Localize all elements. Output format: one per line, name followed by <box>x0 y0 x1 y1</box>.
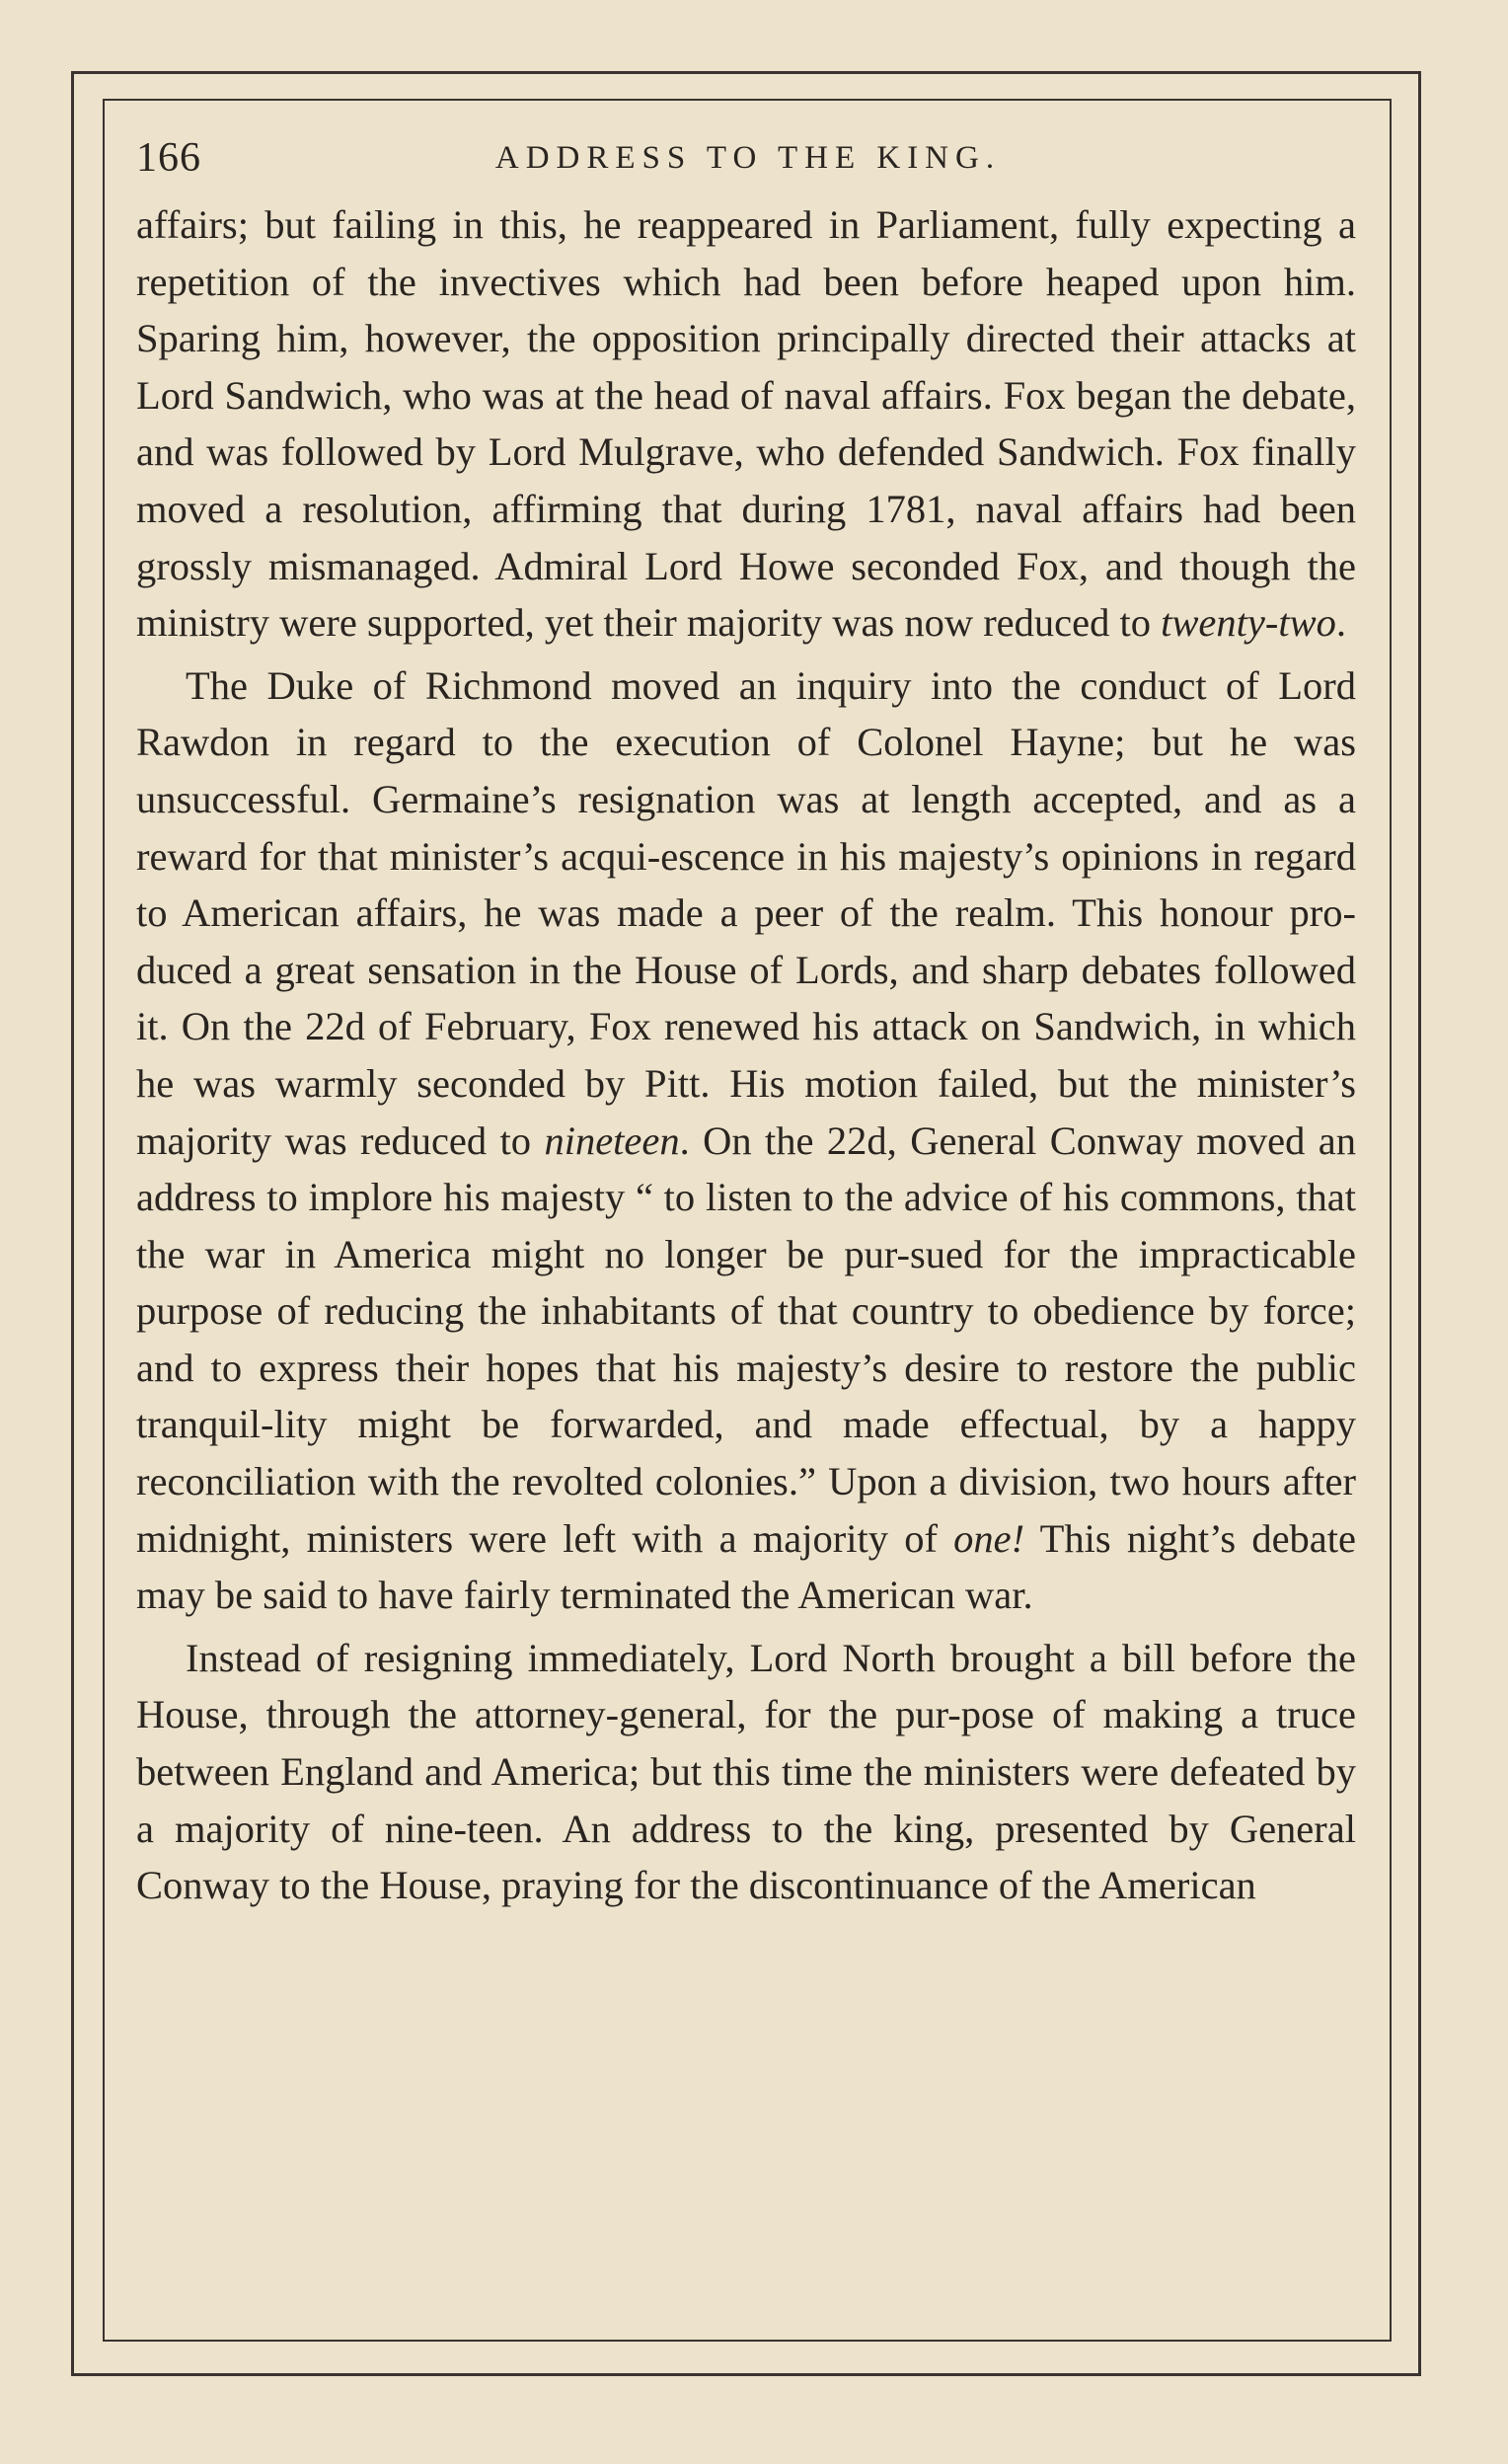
paragraph-1 <box>136 196 1356 652</box>
paragraph-1-italic: twenty-two <box>1161 600 1336 646</box>
paragraph-2-text: The Duke of Richmond moved an inquiry into the conduct of Lord Rawdon in regard to the execution of Colonel Hayne; but he was unsuccessful. Germaine’s resignation was at length accepted, and as a reward for that minister’s acqui-escence in his majesty’s opinions in regard to American affairs, he was made a peer of the realm. This honour pro-duced a great sensation in the House of Lords, and sharp debates followed it. On the 22d of February, Fox renewed his attack on Sandwich, in which he was warmly seconded by Pitt. His motion failed, but the minister’s majority was reduced to <box>136 662 1356 1163</box>
running-title: ADDRESS TO THE KING. <box>494 140 1002 176</box>
paragraph-3 <box>136 1630 1356 1914</box>
paragraph-2 <box>136 657 1356 1624</box>
paragraph-1-text: affairs; but failing in this, he reappeared in Parliament, fully expecting a repetition of the invectives which had been before heaped upon him. Sparing him, however, the opposition principally directed their attacks at Lord Sandwich, who was at the head of naval affairs. Fox began the debate, and was followed by Lord Mulgrave, who defended Sandwich. Fox finally moved a resolution, affirming that during 1781, naval affairs had been grossly mismanaged. Admiral Lord Howe seconded Fox, and though the ministry were supported, yet their majority was now reduced to <box>136 202 1356 646</box>
paragraph-1-end: . <box>1335 600 1346 646</box>
paragraph-3-text: Instead of resigning immediately, Lord North brought a bill before the House, through the attorney-general, for the pur-pose of making a truce between England and America; but this time the ministers were defeated by a majority of nine-teen. An address to the king, presented by General Conway to the House, praying for the discontinuance of the American <box>136 1635 1356 1908</box>
paragraph-2-italic-nineteen: nineteen <box>544 1117 680 1163</box>
page-number: 166 <box>136 135 201 181</box>
page-header <box>136 128 1360 188</box>
paragraph-2-end: This night’s debate may be said to have fairly terminated the American war. <box>136 1515 1356 1618</box>
paragraph-2-italic-one: one! <box>953 1515 1025 1561</box>
paragraph-2-middle: . On the 22d, General Conway moved an address to implore his majesty “ to listen to the advice of his commons, that the war in America might no longer be pur-sued for the impracticable purpose of reducing the inhabitants of that country to obedience by force; and to express their hopes that his majesty’s desire to restore the public tranquil-lity might be forwarded, and made effectual, by a happy reconciliation with the revolted colonies.” Upon a division, two hours after midnight, ministers were left with a majority of <box>136 1117 1356 1561</box>
body-text <box>136 196 1356 1914</box>
